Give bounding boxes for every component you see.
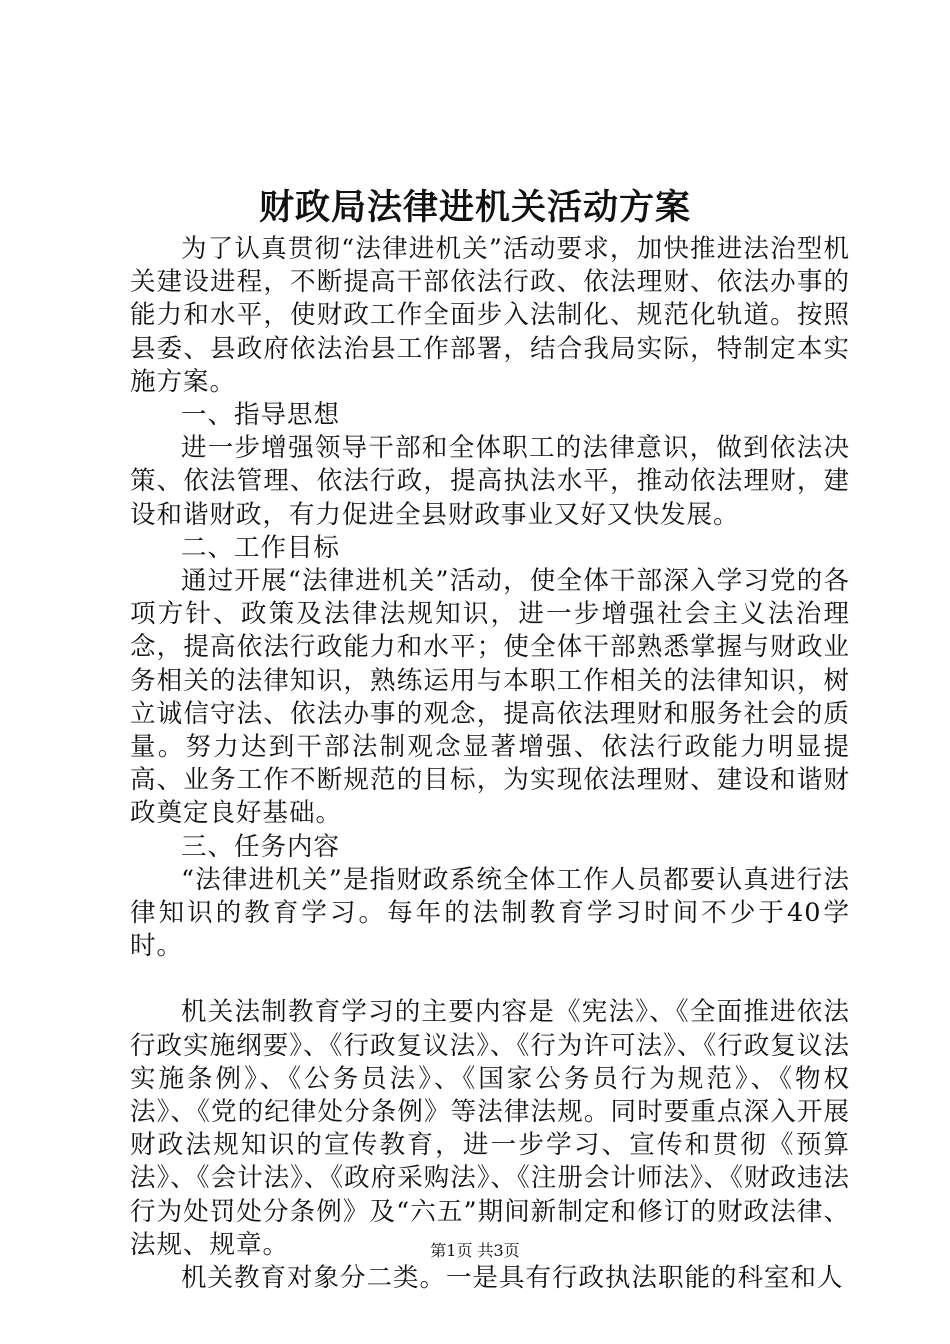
education-targets-paragraph: 机关教育对象分二类。一是具有行政执法职能的科室和人	[181, 1263, 844, 1294]
study-content-paragraph: 机关法制教育学习的主要内容是《宪法》、《全面推进依法行政实施纲要》、《行政复议法》、《行为许可法》、《行政复议法实施条例》、《公务员法》、《国家公务员行为规范》、《物权法》、《党的纪律处分条例》等法律法规。同时要重点深入开展财政法规知识的宣传教育，进一步学习、宣传和贯彻《预算法》、《会计法》、《政府采购法》、《注册会计师法》、《财政违法行为处罚处分条例》及“六五”期间新制定和修订的财政法律、法规、规章。	[130, 997, 850, 1260]
section-heading-work-goals: 二、工作目标	[181, 532, 341, 563]
intro-paragraph: 为了认真贯彻“法律进机关”活动要求，加快推进法治型机关建设进程，不断提高干部依法行政、依法理财、依法办事的能力和水平，使财政工作全面步入法制化、规范化轨道。按照县委、县政府依法治县工作部署，结合我局实际，特制定本实施方案。	[130, 234, 850, 397]
document-title: 财政局法律进机关活动方案	[258, 187, 691, 228]
task-content-paragraph: “法律进机关”是指财政系统全体工作人员都要认真进行法律知识的教育学习。每年的法制教育学习时间不少于40学时。	[130, 864, 850, 962]
page-footer: 第1页 共3页	[430, 1241, 520, 1260]
document-body	[130, 233, 850, 1295]
section-heading-guiding-thought: 一、指导思想	[181, 400, 341, 431]
work-goals-paragraph: 通过开展“法律进机关”活动，使全体干部深入学习党的各项方针、政策及法律法规知识，进一步增强社会主义法治理念，提高依法行政能力和水平；使全体干部熟悉掌握与财政业务相关的法律知识，熟练运用与本职工作相关的法律知识，树立诚信守法、依法办事的观念，提高依法理财和服务社会的质量。努力达到干部法制观念显著增强、依法行政能力明显提高、业务工作不断规范的目标，为实现依法理财、建设和谐财政奠定良好基础。	[130, 566, 850, 829]
section-heading-task-content: 三、任务内容	[181, 831, 341, 862]
guiding-thought-paragraph: 进一步增强领导干部和全体职工的法律意识，做到依法决策、依法管理、依法行政，提高执法水平，推动依法理财，建设和谐财政，有力促进全县财政事业又好又快发展。	[130, 433, 850, 530]
